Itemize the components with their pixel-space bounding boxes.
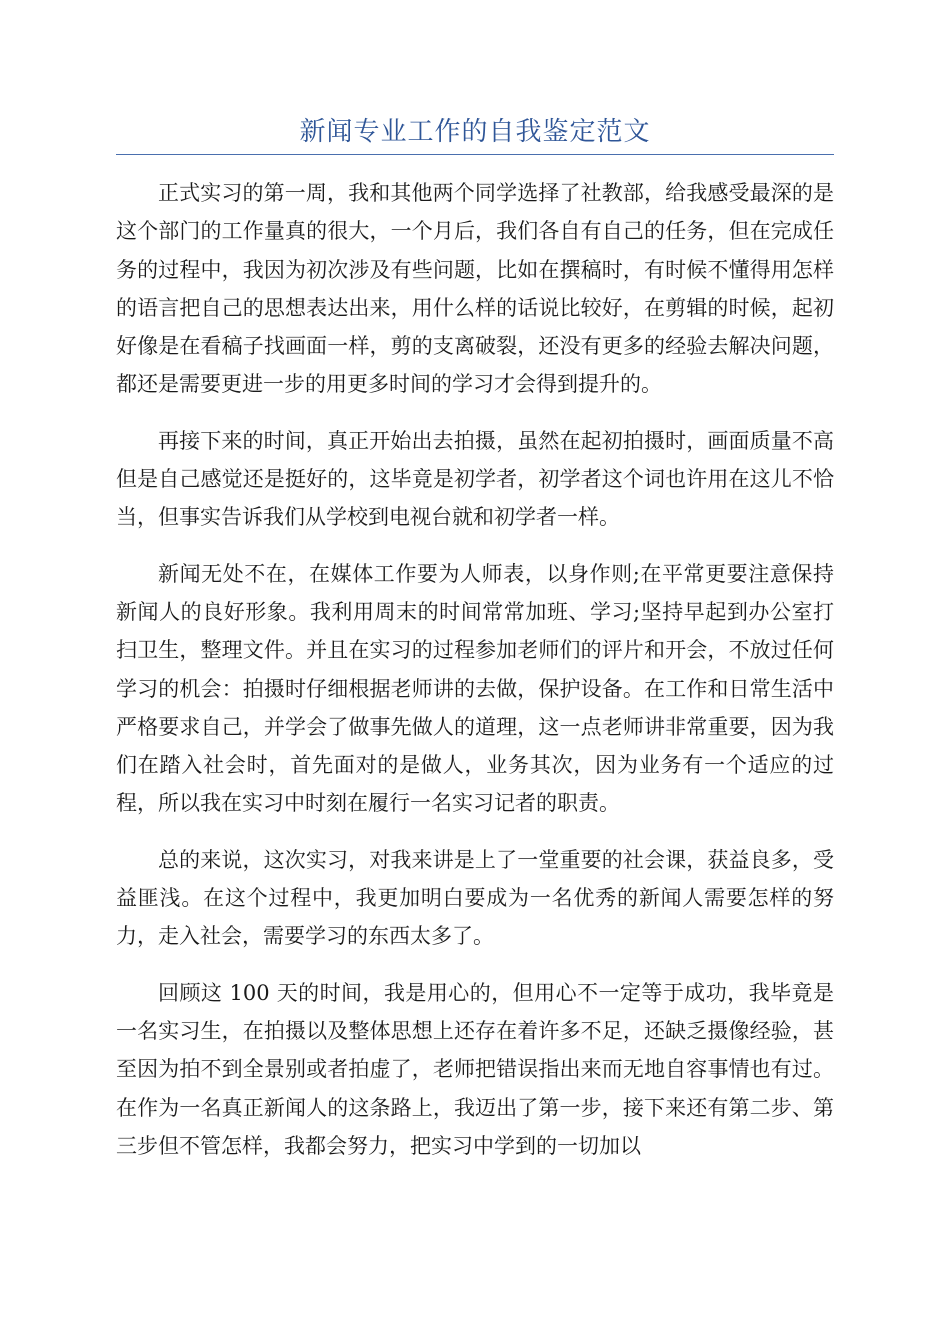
paragraph: 回顾这 100 天的时间，我是用心的，但用心不一定等于成功，我毕竟是一名实习生，在拍摄以及整体思想上还存在着许多不足，还缺乏摄像经验，甚至因为拍不到全景别或者拍虚了，老师把错误指出来而无地自容事情也有过。在作为一名真正新闻人的这条路上，我迈出了第一步，接下来还有第二步、第三步但不管怎样，我都会努力，把实习中学到的一切加以 — [116, 980, 834, 1158]
document-body — [116, 174, 834, 1183]
paragraph: 再接下来的时间，真正开始出去拍摄，虽然在起初拍摄时，画面质量不高但是自己感觉还是挺好的，这毕竟是初学者，初学者这个词也许用在这儿不恰当，但事实告诉我们从学校到电视台就和初学者一样。 — [116, 428, 834, 530]
paragraph: 总的来说，这次实习，对我来讲是上了一堂重要的社会课，获益良多，受益匪浅。在这个过程中，我更加明白要成为一名优秀的新闻人需要怎样的努力，走入社会，需要学习的东西太多了。 — [116, 847, 834, 949]
title-underline — [116, 154, 834, 155]
paragraph: 正式实习的第一周，我和其他两个同学选择了社教部，给我感受最深的是这个部门的工作量真的很大，一个月后，我们各自有自己的任务，但在完成任务的过程中，我因为初次涉及有些问题，比如在撰稿时，有时候不懂得用怎样的语言把自己的思想表达出来，用什么样的话说比较好，在剪辑的时候，起初好像是在看稿子找画面一样，剪的支离破裂，还没有更多的经验去解决问题，都还是需要更进一步的用更多时间的学习才会得到提升的。 — [116, 181, 834, 397]
paragraph: 新闻无处不在，在媒体工作要为人师表，以身作则;在平常更要注意保持新闻人的良好形象。我利用周末的时间常常加班、学习;坚持早起到办公室打扫卫生，整理文件。并且在实习的过程参加老师们的评片和开会，不放过任何学习的机会：拍摄时仔细根据老师讲的去做，保护设备。在工作和日常生活中严格要求自己，并学会了做事先做人的道理，这一点老师讲非常重要，因为我们在踏入社会时，首先面对的是做人，业务其次，因为业务有一个适应的过程，所以我在实习中时刻在履行一名实习记者的职责。 — [116, 561, 834, 816]
document-title: 新闻专业工作的自我鉴定范文 — [299, 117, 651, 147]
